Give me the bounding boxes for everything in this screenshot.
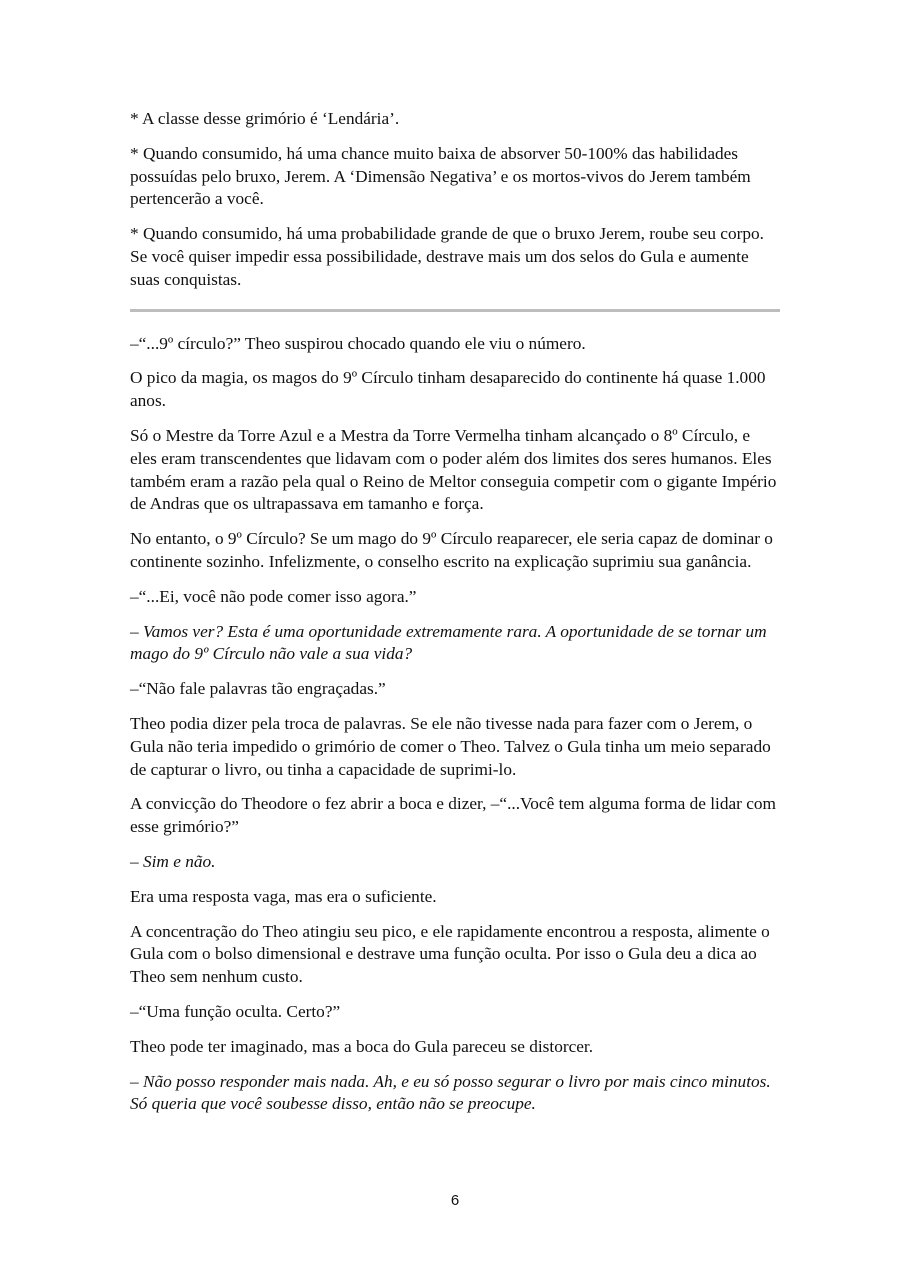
paragraph: A convicção do Theodore o fez abrir a boca e dizer, –“...Você tem alguma forma de lidar com esse grimório?” xyxy=(130,794,776,837)
paragraph: Theo pode ter imaginado, mas a boca do Gula pareceu se distorcer. xyxy=(130,1036,594,1056)
paragraph: O pico da magia, os magos do 9º Círculo tinham desaparecido do continente há quase 1.000 anos. xyxy=(130,368,766,411)
paragraph: Só o Mestre da Torre Azul e a Mestra da Torre Vermelha tinham alcançado o 8º Círculo, e eles eram transcendentes que lidavam com o poder além dos limites dos seres humanos. Eles também eram a razão pela qual o Reino de Meltor conseguia competir com o gigante Império de Andras que os ultrapassava em tamanho e força. xyxy=(130,425,777,514)
paragraph: –“...Ei, você não pode comer isso agora.” xyxy=(130,586,417,606)
paragraph: –“Não fale palavras tão engraçadas.” xyxy=(130,679,386,699)
note-steal-body: * Quando consumido, há uma probabilidade grande de que o bruxo Jerem, roube seu corpo. Se você quiser impedir essa possibilidade, destrave mais um dos selos do Gula e aumente suas conquistas. xyxy=(130,224,764,289)
paragraph-italic: – Sim e não. xyxy=(130,851,216,871)
document-body xyxy=(130,108,780,1128)
paragraph: No entanto, o 9º Círculo? Se um mago do 9º Círculo reaparecer, ele seria capaz de dominar o continente sozinho. Infelizmente, o conselho escrito na explicação suprimiu sua ganância. xyxy=(130,529,773,571)
paragraph-italic: – Vamos ver? Esta é uma oportunidade extremamente rara. A oportunidade de se tornar um mago do 9º Círculo não vale a sua vida? xyxy=(130,621,767,664)
paragraph: Era uma resposta vaga, mas era o suficiente. xyxy=(130,886,437,906)
section-divider xyxy=(130,309,780,312)
note-class: * A classe desse grimório é ‘Lendária’. xyxy=(130,109,400,128)
paragraph: –“...9º círculo?” Theo suspirou chocado quando ele viu o número. xyxy=(130,333,586,353)
paragraph: –“Uma função oculta. Certo?” xyxy=(130,1001,341,1021)
paragraph: Theo podia dizer pela troca de palavras. Se ele não tivesse nada para fazer com o Jerem, o Gula não teria impedido o grimório de comer o Theo. Talvez o Gula tinha um meio separado de capturar o livro, ou tinha a capacidade de suprimi-lo. xyxy=(130,713,771,779)
note-absorb: * Quando consumido, há uma chance muito baixa de absorver 50-100% das habilidades possuídas pelo bruxo, Jerem. A ‘Dimensão Negativa’ e os mortos-vivos do Jerem também pertencerão a você. xyxy=(130,143,751,209)
paragraph-italic: – Não posso responder mais nada. Ah, e eu só posso segurar o livro por mais cinco minutos. Só queria que você soubesse disso, então não se preocupe. xyxy=(130,1071,771,1114)
paragraph: A concentração do Theo atingiu seu pico, e ele rapidamente encontrou a resposta, alimente o Gula com o bolso dimensional e destrave uma função oculta. Por isso o Gula deu a dica ao Theo sem nenhum custo. xyxy=(130,921,770,987)
page-number: 6 xyxy=(450,1192,460,1209)
